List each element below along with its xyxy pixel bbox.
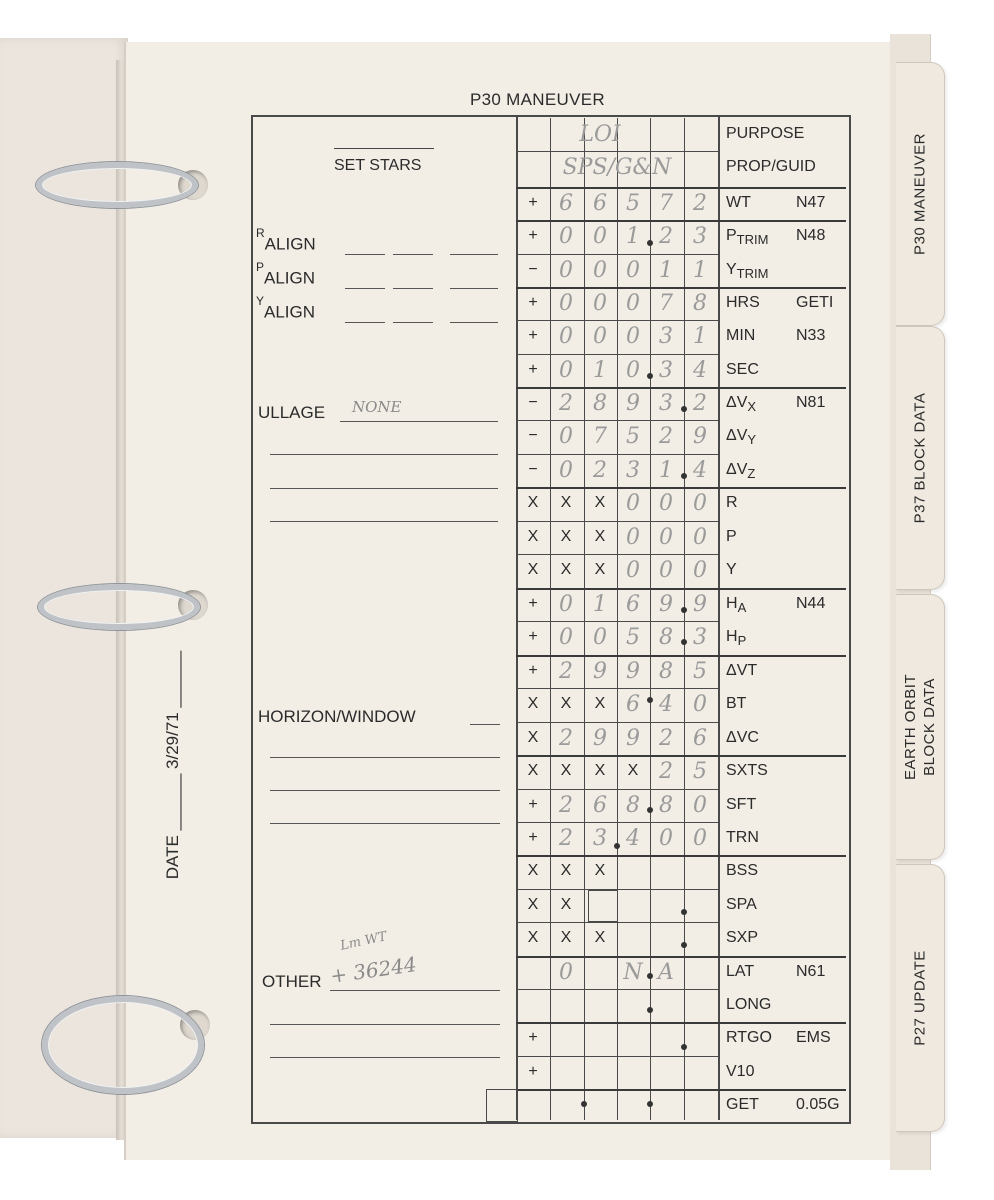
data-cell[interactable]: 0 bbox=[693, 691, 707, 717]
decimal-point bbox=[647, 973, 653, 979]
row-register: N81 bbox=[796, 394, 826, 411]
data-cell[interactable]: 9 bbox=[626, 658, 640, 684]
data-cell[interactable]: 3 bbox=[626, 457, 640, 483]
data-cell[interactable]: 1 bbox=[693, 257, 707, 283]
y-align-blank[interactable] bbox=[393, 322, 433, 323]
data-cell[interactable] bbox=[684, 1022, 716, 1054]
data-cell[interactable]: 6 bbox=[593, 792, 607, 818]
data-cell[interactable] bbox=[617, 922, 649, 954]
data-cell[interactable]: X bbox=[527, 862, 539, 879]
data-cell[interactable]: 0 bbox=[693, 792, 707, 818]
y-align-text: ALIGN bbox=[264, 302, 316, 322]
data-cell[interactable] bbox=[584, 1022, 616, 1054]
row-register: N44 bbox=[796, 595, 826, 612]
data-cell[interactable]: 9 bbox=[626, 390, 640, 416]
row-label-subscript: Y bbox=[747, 432, 757, 448]
r-align-blank[interactable] bbox=[345, 254, 385, 255]
horizon-line[interactable] bbox=[470, 724, 500, 725]
row-label: $\Delta V_Y$ bbox=[726, 427, 757, 448]
data-cell[interactable]: X bbox=[594, 561, 606, 578]
data-cell[interactable]: X bbox=[594, 695, 606, 712]
row-label: GET bbox=[726, 1096, 759, 1113]
data-cell[interactable]: 1 bbox=[593, 357, 607, 383]
row-label: $\Delta V_X$ bbox=[726, 394, 757, 415]
data-cell[interactable] bbox=[684, 855, 716, 887]
data-cell[interactable]: X bbox=[594, 494, 606, 511]
tab-label: P37 BLOCK DATA bbox=[911, 392, 929, 524]
data-cell[interactable]: + bbox=[528, 194, 538, 211]
data-cell[interactable]: 1 bbox=[593, 591, 607, 617]
tab-earth-orbit-block-data[interactable] bbox=[896, 594, 945, 860]
data-cell[interactable]: 6 bbox=[593, 190, 607, 216]
data-cell[interactable]: 9 bbox=[659, 591, 673, 617]
decimal-point bbox=[647, 807, 653, 813]
set-stars-rule bbox=[334, 148, 434, 149]
row-register: EMS bbox=[796, 1029, 831, 1046]
row-label: Y bbox=[726, 561, 737, 578]
spa-blank-cell[interactable] bbox=[588, 890, 618, 922]
data-cell[interactable] bbox=[650, 989, 682, 1021]
data-cell[interactable]: X bbox=[527, 729, 539, 746]
data-cell[interactable]: 2 bbox=[659, 725, 673, 751]
data-cell[interactable]: 5 bbox=[693, 658, 707, 684]
data-cell[interactable] bbox=[517, 989, 549, 1021]
data-cell[interactable]: X bbox=[527, 762, 539, 779]
row-label: V10 bbox=[726, 1063, 755, 1080]
row-label: SXP bbox=[726, 929, 759, 946]
y-align-sup: Y bbox=[256, 294, 265, 308]
binder-ring bbox=[42, 996, 204, 1094]
data-cell[interactable]: 0 bbox=[593, 223, 607, 249]
row-register: N33 bbox=[796, 327, 826, 344]
row-label: ΔVC bbox=[726, 729, 759, 746]
ullage-line[interactable] bbox=[340, 421, 498, 422]
data-cell[interactable] bbox=[650, 855, 682, 887]
data-cell[interactable]: 0 bbox=[626, 323, 640, 349]
data-cell[interactable]: 3 bbox=[659, 323, 673, 349]
data-cell[interactable]: 0 bbox=[626, 557, 640, 583]
r-align-blank[interactable] bbox=[393, 254, 433, 255]
p-align-blank[interactable] bbox=[393, 288, 433, 289]
grid-column-rule bbox=[718, 116, 720, 1120]
binder-ring bbox=[38, 584, 200, 630]
decimal-point bbox=[647, 373, 653, 379]
data-cell[interactable]: 0 bbox=[559, 257, 573, 283]
data-cell[interactable]: X bbox=[527, 494, 539, 511]
data-cell[interactable]: 2 bbox=[559, 825, 573, 851]
row-label: TRN bbox=[726, 829, 759, 846]
data-cell[interactable]: 9 bbox=[626, 725, 640, 751]
tab-label-line-2: BLOCK DATA bbox=[921, 678, 938, 776]
data-cell[interactable]: A bbox=[658, 959, 674, 985]
tab-p30-maneuver[interactable] bbox=[896, 62, 945, 326]
data-cell[interactable]: 0 bbox=[693, 825, 707, 851]
data-cell[interactable]: 8 bbox=[593, 390, 607, 416]
data-cell[interactable]: 5 bbox=[626, 190, 640, 216]
data-cell[interactable]: 1 bbox=[693, 323, 707, 349]
data-cell[interactable]: 0 bbox=[559, 457, 573, 483]
data-cell[interactable]: 3 bbox=[693, 624, 707, 650]
horizon-line[interactable] bbox=[270, 790, 500, 791]
data-cell[interactable]: 1 bbox=[659, 257, 673, 283]
data-cell[interactable]: 2 bbox=[693, 190, 707, 216]
decimal-point bbox=[681, 909, 687, 915]
data-cell[interactable] bbox=[550, 1022, 582, 1054]
data-cell[interactable]: 0 bbox=[593, 290, 607, 316]
data-cell[interactable]: 0 bbox=[693, 557, 707, 583]
data-cell[interactable]: 6 bbox=[693, 725, 707, 751]
r-align-blank[interactable] bbox=[450, 254, 498, 255]
ullage-line[interactable] bbox=[270, 521, 498, 522]
row-label-subscript: P bbox=[737, 633, 747, 649]
data-cell[interactable] bbox=[684, 956, 716, 988]
get-extra-cell[interactable] bbox=[486, 1089, 518, 1122]
decimal-point bbox=[647, 240, 653, 246]
ullage-line[interactable] bbox=[270, 454, 498, 455]
data-cell[interactable]: 7 bbox=[659, 290, 673, 316]
data-cell[interactable]: 6 bbox=[626, 591, 640, 617]
data-cell[interactable]: 0 bbox=[659, 490, 673, 516]
data-cell[interactable]: 6 bbox=[626, 691, 640, 717]
data-cell[interactable]: + bbox=[528, 294, 538, 311]
row-register: N61 bbox=[796, 963, 826, 980]
data-cell[interactable] bbox=[517, 956, 549, 988]
data-cell[interactable] bbox=[617, 1022, 649, 1054]
prop-guid-value: SPS/G&N bbox=[562, 155, 672, 180]
data-cell[interactable]: X bbox=[560, 695, 572, 712]
data-cell[interactable]: 0 bbox=[559, 323, 573, 349]
data-cell[interactable]: 4 bbox=[659, 691, 673, 717]
horizon-line[interactable] bbox=[270, 823, 500, 824]
set-stars-label: SET STARS bbox=[334, 157, 422, 174]
r-align-sup: R bbox=[256, 226, 265, 240]
page-title: P30 MANEUVER bbox=[470, 90, 605, 109]
data-cell[interactable]: 0 bbox=[593, 624, 607, 650]
row-label: $H_P$ bbox=[726, 628, 747, 649]
data-cell[interactable]: X bbox=[527, 561, 539, 578]
data-cell[interactable]: X bbox=[594, 528, 606, 545]
data-cell[interactable]: 2 bbox=[559, 390, 573, 416]
data-cell[interactable]: 9 bbox=[593, 725, 607, 751]
data-cell[interactable]: X bbox=[594, 862, 606, 879]
row-label: PROP/GUID bbox=[726, 158, 816, 175]
other-line[interactable] bbox=[270, 1024, 500, 1025]
data-cell[interactable] bbox=[517, 1089, 549, 1121]
data-cell[interactable]: 9 bbox=[693, 591, 707, 617]
data-cell[interactable]: 5 bbox=[626, 423, 640, 449]
horizon-line[interactable] bbox=[270, 757, 500, 758]
data-cell[interactable]: 0 bbox=[626, 524, 640, 550]
data-cell[interactable]: X bbox=[527, 695, 539, 712]
row-label: SEC bbox=[726, 361, 759, 378]
data-cell[interactable] bbox=[584, 1056, 616, 1088]
data-cell[interactable]: 9 bbox=[593, 658, 607, 684]
ullage-handwritten: NONE bbox=[352, 398, 402, 416]
data-cell[interactable] bbox=[550, 1056, 582, 1088]
row-label: $H_A$ bbox=[726, 595, 747, 616]
tab-p37-block-data[interactable] bbox=[896, 326, 945, 590]
other-handwritten-2: + 36244 bbox=[328, 952, 418, 988]
other-line[interactable] bbox=[330, 990, 500, 991]
other-label: OTHER bbox=[262, 972, 322, 991]
row-register: N47 bbox=[796, 194, 826, 211]
data-cell[interactable]: 0 bbox=[593, 257, 607, 283]
data-cell[interactable]: 8 bbox=[693, 290, 707, 316]
data-cell[interactable]: 2 bbox=[559, 658, 573, 684]
data-cell[interactable]: 0 bbox=[693, 490, 707, 516]
decimal-point bbox=[681, 942, 687, 948]
tab-label bbox=[901, 674, 939, 780]
decimal-point bbox=[614, 843, 620, 849]
data-cell[interactable]: 0 bbox=[559, 591, 573, 617]
data-cell[interactable]: 3 bbox=[659, 390, 673, 416]
row-label: RTGO bbox=[726, 1029, 772, 1046]
data-cell[interactable]: X bbox=[560, 494, 572, 511]
row-register: GETI bbox=[796, 294, 834, 311]
data-cell[interactable] bbox=[584, 989, 616, 1021]
p-align-blank[interactable] bbox=[345, 288, 385, 289]
data-cell[interactable]: 0 bbox=[659, 825, 673, 851]
row-label: ΔVT bbox=[726, 662, 758, 679]
data-cell[interactable] bbox=[684, 1089, 716, 1121]
p-align-text: ALIGN bbox=[264, 268, 316, 288]
decimal-point bbox=[647, 1007, 653, 1013]
data-cell[interactable]: 6 bbox=[559, 190, 573, 216]
data-cell[interactable]: − bbox=[528, 461, 538, 478]
row-label: PURPOSE bbox=[726, 125, 805, 142]
data-cell[interactable]: 1 bbox=[626, 223, 640, 249]
row-label: $\Delta V_Z$ bbox=[726, 461, 756, 482]
data-cell[interactable] bbox=[617, 855, 649, 887]
data-cell[interactable]: + bbox=[528, 662, 538, 679]
data-cell[interactable]: X bbox=[527, 896, 539, 913]
y-align-blank[interactable] bbox=[450, 322, 498, 323]
data-cell[interactable]: 1 bbox=[659, 457, 673, 483]
date-label: DATE bbox=[163, 835, 182, 880]
data-cell[interactable]: + bbox=[528, 595, 538, 612]
data-cell[interactable] bbox=[617, 1056, 649, 1088]
data-cell[interactable] bbox=[617, 1089, 649, 1121]
data-cell[interactable]: 2 bbox=[659, 423, 673, 449]
tab-p27-update[interactable] bbox=[896, 864, 945, 1132]
data-cell[interactable]: − bbox=[528, 261, 538, 278]
tab-label: P27 UPDATE bbox=[911, 950, 929, 1046]
data-cell[interactable]: X bbox=[594, 762, 606, 779]
date-value: 3/29/71 bbox=[163, 712, 182, 769]
data-cell[interactable]: + bbox=[528, 829, 538, 846]
data-cell[interactable] bbox=[650, 889, 682, 921]
data-cell[interactable]: 0 bbox=[659, 524, 673, 550]
tab-label: P30 MANEUVER bbox=[911, 133, 929, 255]
data-cell[interactable]: 0 bbox=[559, 223, 573, 249]
data-cell[interactable]: 2 bbox=[593, 457, 607, 483]
row-label: SXTS bbox=[726, 762, 768, 779]
data-cell[interactable]: X bbox=[560, 929, 572, 946]
decimal-point bbox=[647, 1101, 653, 1107]
data-cell[interactable]: 8 bbox=[626, 792, 640, 818]
row-label: BSS bbox=[726, 862, 759, 879]
decimal-point bbox=[681, 406, 687, 412]
row-label-subscript: A bbox=[737, 600, 747, 616]
tab-label-line-1: EARTH ORBIT bbox=[902, 673, 919, 781]
data-cell[interactable]: X bbox=[560, 528, 572, 545]
data-cell[interactable]: 3 bbox=[659, 357, 673, 383]
row-label: SPA bbox=[726, 896, 757, 913]
row-register: N48 bbox=[796, 227, 826, 244]
row-label-subscript: Z bbox=[747, 466, 756, 482]
data-cell[interactable]: 0 bbox=[626, 357, 640, 383]
ullage-label: ULLAGE bbox=[258, 403, 326, 422]
data-cell[interactable]: X bbox=[627, 762, 639, 779]
data-cell[interactable]: 2 bbox=[659, 758, 673, 784]
data-cell[interactable]: 0 bbox=[559, 423, 573, 449]
data-cell[interactable]: X bbox=[527, 929, 539, 946]
data-cell[interactable] bbox=[684, 889, 716, 921]
binder-ring bbox=[36, 162, 198, 208]
data-cell[interactable]: 2 bbox=[559, 792, 573, 818]
row-label: P bbox=[726, 528, 737, 545]
row-label: $Y_{TRIM}$ bbox=[726, 261, 769, 282]
row-label: MIN bbox=[726, 327, 756, 344]
data-cell[interactable]: + bbox=[528, 361, 538, 378]
data-cell[interactable]: 3 bbox=[693, 223, 707, 249]
data-cell[interactable] bbox=[684, 989, 716, 1021]
data-cell[interactable]: 5 bbox=[626, 624, 640, 650]
data-cell[interactable]: 0 bbox=[559, 357, 573, 383]
data-cell[interactable]: + bbox=[528, 796, 538, 813]
data-cell[interactable]: 3 bbox=[593, 825, 607, 851]
data-cell[interactable]: 2 bbox=[659, 223, 673, 249]
date-text: DATE ______ 3/29/71 ______ bbox=[163, 650, 182, 880]
row-label: SFT bbox=[726, 796, 757, 813]
data-cell[interactable]: 2 bbox=[559, 725, 573, 751]
data-cell[interactable]: 0 bbox=[626, 257, 640, 283]
purpose-value: LOI bbox=[579, 122, 621, 147]
decimal-point bbox=[681, 1044, 687, 1050]
data-cell[interactable] bbox=[650, 922, 682, 954]
data-cell[interactable]: 4 bbox=[693, 457, 707, 483]
row-label-subscript: TRIM bbox=[736, 232, 769, 248]
data-cell[interactable]: 0 bbox=[659, 557, 673, 583]
data-cell[interactable] bbox=[684, 1056, 716, 1088]
row-label: BT bbox=[726, 695, 747, 712]
data-cell[interactable]: 9 bbox=[693, 423, 707, 449]
other-handwritten-1: Lm WT bbox=[338, 929, 389, 954]
decimal-point bbox=[681, 639, 687, 645]
date-field[interactable] bbox=[158, 650, 188, 880]
data-cell[interactable]: + bbox=[528, 327, 538, 344]
data-cell[interactable]: + bbox=[528, 1063, 538, 1080]
p-align-blank[interactable] bbox=[450, 288, 498, 289]
row-label: R bbox=[726, 494, 738, 511]
data-cell[interactable]: 4 bbox=[693, 357, 707, 383]
data-cell[interactable]: N bbox=[623, 959, 643, 985]
row-label: WT bbox=[726, 194, 751, 211]
data-cell[interactable]: 0 bbox=[593, 323, 607, 349]
row-label: LONG bbox=[726, 996, 772, 1013]
data-cell[interactable] bbox=[550, 989, 582, 1021]
data-cell[interactable]: 7 bbox=[659, 190, 673, 216]
decimal-point bbox=[681, 473, 687, 479]
data-cell[interactable]: − bbox=[528, 394, 538, 411]
row-label-subscript: TRIM bbox=[736, 266, 769, 282]
data-cell[interactable]: 7 bbox=[593, 423, 607, 449]
data-cell[interactable]: 0 bbox=[626, 290, 640, 316]
data-cell[interactable]: 8 bbox=[659, 624, 673, 650]
data-cell[interactable]: 2 bbox=[693, 390, 707, 416]
data-cell[interactable]: 8 bbox=[659, 792, 673, 818]
data-cell[interactable]: 8 bbox=[659, 658, 673, 684]
data-cell[interactable]: X bbox=[594, 929, 606, 946]
data-cell[interactable] bbox=[584, 1089, 616, 1121]
data-cell[interactable] bbox=[650, 1022, 682, 1054]
ullage-line[interactable] bbox=[270, 488, 498, 489]
row-label-subscript: X bbox=[747, 399, 757, 415]
horizon-window-label: HORIZON/WINDOW bbox=[258, 707, 416, 726]
decimal-point bbox=[647, 697, 653, 703]
decimal-point bbox=[681, 607, 687, 613]
p-align-sup: P bbox=[256, 260, 265, 274]
data-cell[interactable]: + bbox=[528, 227, 538, 244]
data-cell[interactable]: 0 bbox=[626, 490, 640, 516]
data-cell[interactable]: X bbox=[527, 528, 539, 545]
data-cell[interactable]: 0 bbox=[559, 959, 573, 985]
data-cell[interactable] bbox=[550, 1089, 582, 1121]
data-cell[interactable] bbox=[617, 889, 649, 921]
data-cell[interactable] bbox=[650, 1056, 682, 1088]
data-cell[interactable] bbox=[617, 989, 649, 1021]
data-cell[interactable]: X bbox=[560, 561, 572, 578]
data-cell[interactable]: 4 bbox=[626, 825, 640, 851]
data-cell[interactable]: + bbox=[528, 1029, 538, 1046]
data-cell[interactable]: 0 bbox=[559, 290, 573, 316]
row-register: 0.05G bbox=[796, 1096, 840, 1113]
data-cell[interactable]: 0 bbox=[693, 524, 707, 550]
row-label: $P_{TRIM}$ bbox=[726, 227, 769, 248]
other-line[interactable] bbox=[270, 1057, 500, 1058]
data-cell[interactable]: + bbox=[528, 628, 538, 645]
y-align-blank[interactable] bbox=[345, 322, 385, 323]
data-cell[interactable] bbox=[684, 922, 716, 954]
data-cell[interactable]: X bbox=[560, 862, 572, 879]
data-cell[interactable] bbox=[650, 1089, 682, 1121]
data-cell[interactable]: − bbox=[528, 427, 538, 444]
row-label: HRS bbox=[726, 294, 760, 311]
y-align-label bbox=[256, 294, 316, 323]
data-cell[interactable]: 0 bbox=[559, 624, 573, 650]
decimal-point bbox=[581, 1101, 587, 1107]
r-align-text: ALIGN bbox=[264, 234, 316, 254]
data-cell[interactable]: X bbox=[560, 762, 572, 779]
p-align-label bbox=[256, 260, 316, 289]
data-cell[interactable] bbox=[584, 956, 616, 988]
data-cell[interactable]: 5 bbox=[693, 758, 707, 784]
data-cell[interactable]: X bbox=[560, 896, 572, 913]
r-align-label bbox=[256, 226, 316, 255]
row-label: LAT bbox=[726, 963, 755, 980]
